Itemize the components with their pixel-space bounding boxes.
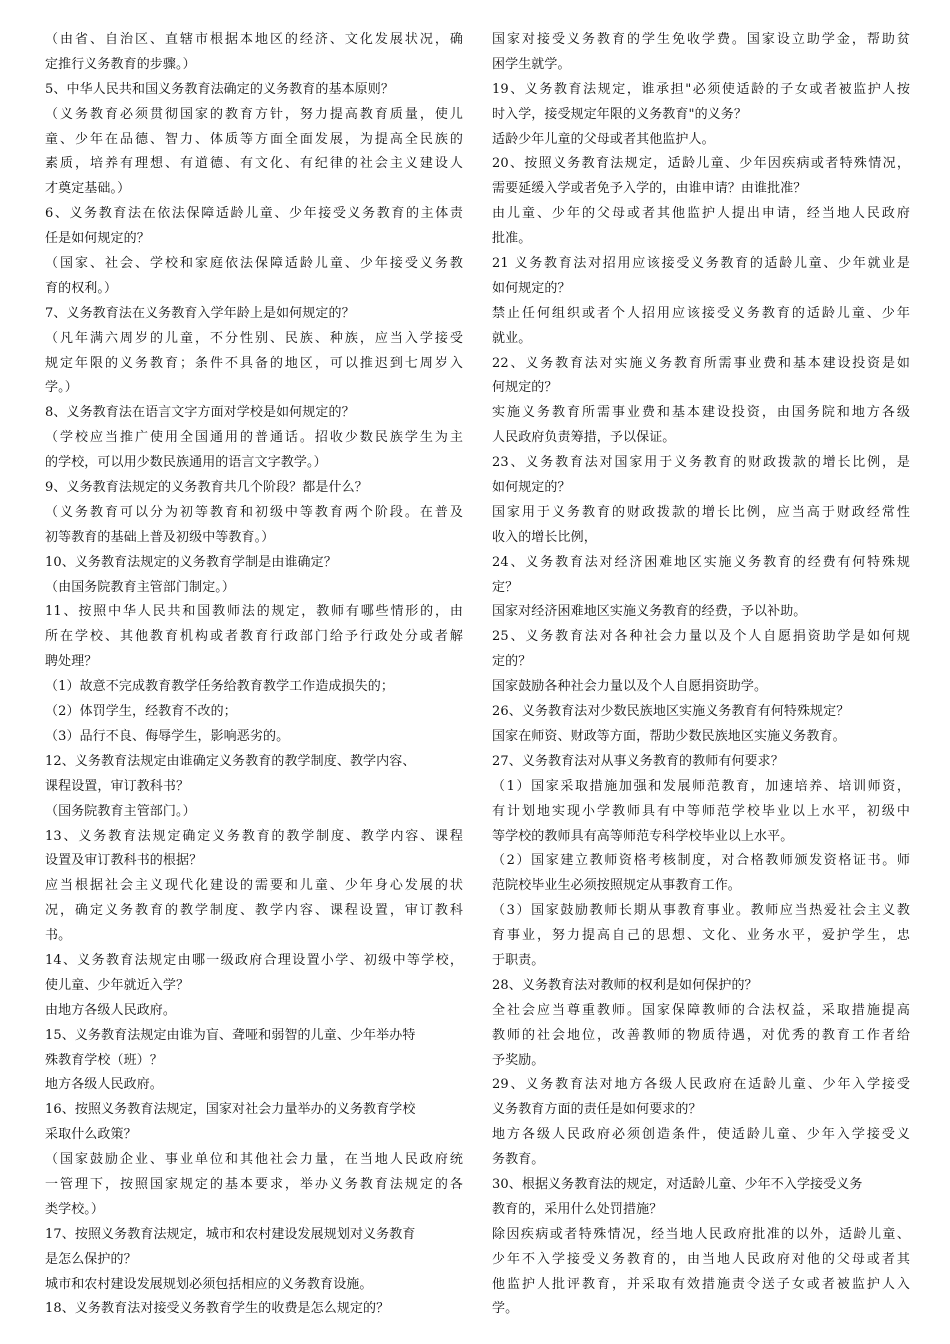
text-line: 教育的，采用什么处罚措施？	[492, 1201, 663, 1217]
text-line: 24、义务教育法对经济困难地区实施义务教育的经费有何特殊规	[492, 554, 910, 570]
text-line: 少年不入学接受义务教育的，由当地人民政府对他的父母或者其	[492, 1251, 910, 1267]
text-line: 18、义务教育法对接受义务教育学生的收费是怎么规定的？	[45, 1301, 390, 1317]
text-line: 教师的社会地位，改善教师的物质待遇，对优秀的教育工作者给	[492, 1027, 910, 1043]
text-line: 30、根据义务教育法的规定，对适龄儿童、少年不入学接受义务	[492, 1176, 863, 1192]
text-line: 23、义务教育法对国家用于义务教育的财政拨款的增长比例，是	[492, 455, 910, 471]
text-line: 国家鼓励各种社会力量以及个人自愿捐资助学。	[492, 679, 768, 695]
text-line: 义务教育方面的责任是如何要求的？	[492, 1102, 702, 1118]
text-line: 素质，培养有理想、有道德、有文化、有纪律的社会主义建设人	[45, 156, 463, 172]
text-line: 如何规定的？	[492, 280, 571, 296]
text-line: （3）国家鼓励教师长期从事教育事业。教师应当热爱社会主义教	[492, 903, 910, 919]
text-line: 除因疾病或者特殊情况，经当地人民政府批准的以外，适龄儿童、	[492, 1226, 910, 1242]
text-line: 13、义务教育法规定确定义务教育的教学制度、教学内容、课程	[45, 828, 463, 844]
text-line: 12、义务教育法规定由谁确定义务教育的教学制度、教学内容、	[45, 753, 416, 769]
text-line: 16、按照义务教育法规定，国家对社会力量举办的义务教育学校	[45, 1102, 416, 1118]
text-line: （由省、自治区、直辖市根据本地区的经济、文化发展状况，确	[45, 32, 463, 47]
text-line: 国家在师资、财政等方面，帮助少数民族地区实施义务教育。	[492, 728, 846, 744]
text-line: 城市和农村建设发展规划必须包括相应的义务教育设施。	[45, 1276, 373, 1292]
text-line: 范院校毕业生必须按照规定从事教育工作。	[492, 878, 741, 894]
text-line: （1）国家采取措施加强和发展师范教育，加速培养、培训师资，	[492, 778, 910, 794]
text-line: 禁止任何组织或者个人招用应该接受义务教育的适龄儿童、少年	[492, 305, 910, 321]
text-line: （学校应当推广使用全国通用的普通话。招收少数民族学生为主	[45, 430, 463, 446]
text-line: （由国务院教育主管部门制定。）	[45, 579, 236, 595]
text-line: 于职责。	[492, 952, 545, 968]
text-line: 务教育。	[492, 1152, 545, 1168]
text-line: 由儿童、少年的父母或者其他监护人提出申请，经当地人民政府	[492, 206, 910, 222]
text-line: 10、义务教育法规定的义务教育学制是由谁确定？	[45, 554, 337, 570]
text-line: 5、中华人民共和国义务教育法确定的义务教育的基本原则？	[45, 81, 394, 97]
text-line: 批准。	[492, 231, 532, 247]
text-line: 27、义务教育法对从事义务教育的教师有何要求？	[492, 753, 784, 769]
text-line: （国家、社会、学校和家庭依法保障适龄儿童、少年接受义务教	[45, 256, 463, 272]
text-line: 25、义务教育法对各种社会力量以及个人自愿捐资助学是如何规	[492, 629, 910, 645]
text-line: 书。	[45, 928, 72, 944]
text-line: 予奖励。	[492, 1052, 545, 1068]
text-line: 定推行义务教育的步骤。）	[45, 56, 196, 72]
text-line: （义务教育可以分为初等教育和初级中等教育两个阶段。在普及	[45, 504, 463, 520]
text-line: 的学校，可以用少数民族通用的语言文字教学。）	[45, 455, 327, 471]
text-line: 规定年限的义务教育；条件不具备的地区，可以推迟到七周岁入	[45, 355, 463, 371]
text-line: 是怎么保护的？	[45, 1251, 137, 1267]
text-line: 26、义务教育法对少数民族地区实施义务教育有何特殊规定？	[492, 704, 850, 720]
text-line: 殊教育学校（班）？	[45, 1052, 163, 1068]
text-line: 采取什么政策？	[45, 1127, 137, 1143]
text-line: 设置及审订教科书的根据？	[45, 853, 203, 869]
text-line: 17、按照义务教育法规定，城市和农村建设发展规划对义务教育	[45, 1226, 416, 1242]
text-line: 8、义务教育法在语言文字方面对学校是如何规定的？	[45, 405, 355, 421]
text-line: 课程设置，审订教科书？	[45, 778, 190, 794]
text-line: 国家对接受义务教育的学生免收学费。国家设立助学金，帮助贫	[492, 32, 910, 47]
text-line: 学。	[492, 1301, 519, 1317]
text-line: 9、义务教育法规定的义务教育共几个阶段？都是什么？	[45, 480, 368, 496]
text-line: 收入的增长比例，	[492, 529, 597, 545]
text-line: 适龄少年儿童的父母或者其他监护人。	[492, 131, 715, 147]
text-line: 15、义务教育法规定由谁为盲、聋哑和弱智的儿童、少年举办特	[45, 1027, 416, 1043]
text-line: 育事业，努力提高自己的思想、文化、业务水平，爱护学生，忠	[492, 928, 910, 944]
text-line: 22、义务教育法对实施义务教育所需事业费和基本建设投资是如	[492, 355, 910, 371]
text-line: 任是如何规定的？	[45, 231, 150, 247]
text-line: 7、义务教育法在义务教育入学年龄上是如何规定的？	[45, 305, 355, 321]
text-line: （国家鼓励企业、事业单位和其他社会力量，在当地人民政府统	[45, 1152, 463, 1168]
text-line: 聘处理？	[45, 654, 98, 670]
text-line: （1）故意不完成教育教学任务给教育教学工作造成损失的；	[45, 679, 394, 695]
left-column	[45, 28, 463, 1322]
text-line: 使儿童、少年就近入学？	[45, 977, 190, 993]
text-line: （2）体罚学生，经教育不改的；	[45, 704, 237, 720]
right-column	[492, 28, 910, 1322]
text-line: 就业。	[492, 330, 532, 346]
text-line: 如何规定的？	[492, 480, 571, 496]
text-line: 人民政府负责筹措，予以保证。	[492, 430, 676, 446]
text-line: 地方各级人民政府。	[45, 1077, 163, 1093]
text-line: 定的？	[492, 654, 532, 670]
text-line: （2）国家建立教师资格考核制度，对合格教师颁发资格证书。师	[492, 853, 910, 869]
text-line: 童、少年在品德、智力、体质等方面全面发展，为提高全民族的	[45, 131, 463, 147]
text-line: 所在学校、其他教育机构或者教育行政部门给予行政处分或者解	[45, 629, 463, 645]
text-line: 11、按照中华人民共和国教师法的规定，教师有哪些情形的，由	[45, 604, 463, 620]
text-line: 国家对经济困难地区实施义务教育的经费，予以补助。	[492, 604, 807, 620]
text-line: 应当根据社会主义现代化建设的需要和儿童、少年身心发展的状	[45, 878, 463, 894]
text-line: 等学校的教师具有高等师范专科学校毕业以上水平。	[492, 828, 794, 844]
text-line: 初等教育的基础上普及初级中等教育。）	[45, 529, 275, 545]
text-line: （国务院教育主管部门。）	[45, 803, 196, 819]
text-line: 育的权利。）	[45, 280, 118, 296]
text-line: 29、义务教育法对地方各级人民政府在适龄儿童、少年入学接受	[492, 1077, 910, 1093]
text-line: 何规定的？	[492, 380, 558, 396]
text-line: 地方各级人民政府必须创造条件，使适龄儿童、少年入学接受义	[492, 1127, 910, 1143]
text-line: 实施义务教育所需事业费和基本建设投资，由国务院和地方各级	[492, 405, 910, 421]
text-line: （义务教育必须贯彻国家的教育方针，努力提高教育质量，使儿	[45, 106, 463, 122]
text-line: 时入学，接受规定年限的义务教育"的义务？	[492, 106, 747, 122]
text-line: 定？	[492, 579, 519, 595]
text-line: 况，确定义务教育的教学制度、教学内容、课程设置，审订教科	[45, 903, 463, 919]
text-line: （凡年满六周岁的儿童，不分性别、民族、种族，应当入学接受	[45, 330, 463, 346]
text-line: 才奠定基础。）	[45, 181, 131, 197]
text-line: 由地方各级人民政府。	[45, 1002, 177, 1018]
text-line: 一管理下，按照国家规定的基本要求，举办义务教育法规定的各	[45, 1176, 463, 1192]
text-line: 28、义务教育法对教师的权利是如何保护的？	[492, 977, 758, 993]
text-line: 14、义务教育法规定由哪一级政府合理设置小学、初级中等学校，	[45, 952, 463, 968]
text-line: 20、按照义务教育法规定，适龄儿童、少年因疾病或者特殊情况，	[492, 156, 910, 172]
text-line: 有计划地实现小学教师具有中等师范学校毕业以上水平，初级中	[492, 803, 910, 819]
text-line: 困学生就学。	[492, 56, 571, 72]
text-line: 6、义务教育法在依法保障适龄儿童、少年接受义务教育的主体责	[45, 206, 463, 222]
text-line: 19、义务教育法规定，谁承担"必须使适龄的子女或者被监护人按	[492, 81, 910, 97]
text-line: 他监护人批评教育，并采取有效措施责令送子女或者被监护人入	[492, 1276, 910, 1292]
text-line: 学。）	[45, 380, 78, 396]
text-line: 国家用于义务教育的财政拨款的增长比例，应当高于财政经常性	[492, 504, 910, 520]
text-line: 需要延缓入学或者免予入学的，由谁申请？由谁批准？	[492, 181, 807, 197]
text-line: 类学校。）	[45, 1201, 105, 1217]
text-line: 21 义务教育法对招用应该接受义务教育的适龄儿童、少年就业是	[492, 256, 910, 272]
text-line: 全社会应当尊重教师。国家保障教师的合法权益，采取措施提高	[492, 1002, 910, 1018]
text-line: （3）品行不良、侮辱学生，影响恶劣的。	[45, 728, 290, 744]
